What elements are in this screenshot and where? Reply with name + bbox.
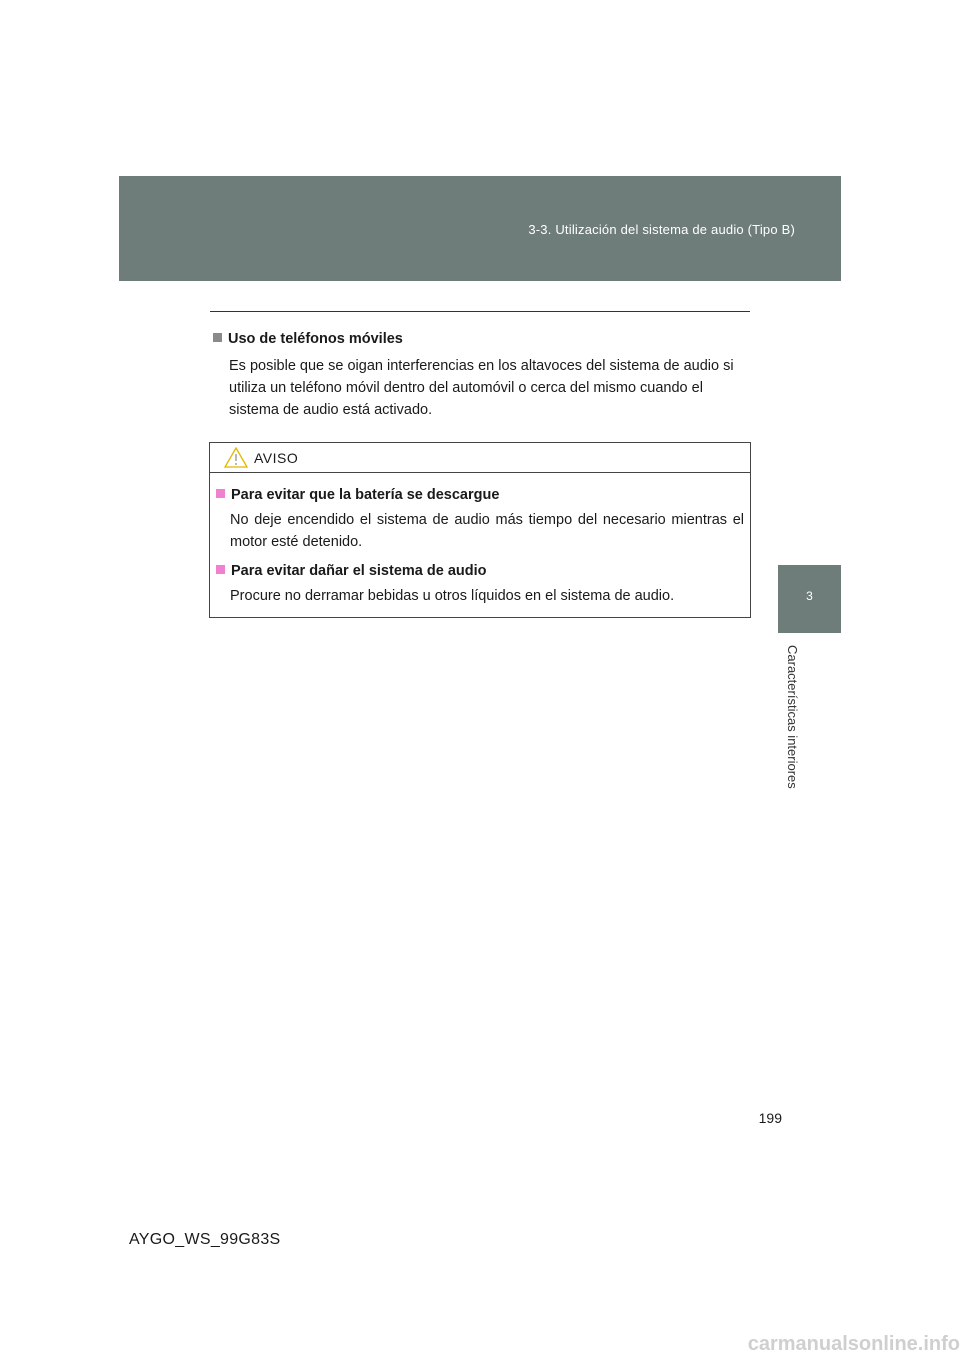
document-code: AYGO_WS_99G83S xyxy=(129,1231,281,1248)
chapter-tab xyxy=(778,565,841,633)
top-rule xyxy=(210,311,750,312)
warning-item xyxy=(216,485,744,553)
warning-label: AVISO xyxy=(254,450,299,466)
square-bullet-icon xyxy=(216,565,225,574)
warning-item-title xyxy=(216,561,744,581)
warning-item-title xyxy=(216,485,744,505)
warning-content xyxy=(210,473,750,607)
warning-triangle-icon xyxy=(224,447,248,473)
warning-item-title-text: Para evitar que la batería se descargue xyxy=(231,487,500,503)
square-bullet-icon xyxy=(213,333,222,342)
header-band xyxy=(119,176,841,281)
warning-item-body: Procure no derramar bebidas u otros líquidos en el sistema de audio. xyxy=(230,588,675,604)
page-number: 199 xyxy=(758,1110,782,1126)
section-title xyxy=(213,329,753,349)
header-title: 3-3. Utilización del sistema de audio (Tipo B) xyxy=(528,222,795,237)
warning-box xyxy=(209,442,751,618)
warning-item-title-text: Para evitar dañar el sistema de audio xyxy=(231,563,487,579)
chapter-label-text: Características interiores xyxy=(785,645,800,789)
chapter-label xyxy=(778,645,808,815)
watermark: carmanualsonline.info xyxy=(747,1333,960,1355)
warning-item-body: No deje encendido el sistema de audio más tiempo del necesario mientras el motor esté detenido. xyxy=(230,512,744,550)
warning-item xyxy=(216,561,744,607)
section-body: Es posible que se oigan interferencias en los altavoces del sistema de audio si utiliza un teléfono móvil dentro del automóvil o cerca del mismo cuando el sistema de audio está activado. xyxy=(229,358,734,418)
warning-header xyxy=(210,443,750,473)
square-bullet-icon xyxy=(216,489,225,498)
mobile-phone-section xyxy=(213,329,753,421)
section-title-text: Uso de teléfonos móviles xyxy=(228,331,403,347)
chapter-number: 3 xyxy=(806,589,813,603)
